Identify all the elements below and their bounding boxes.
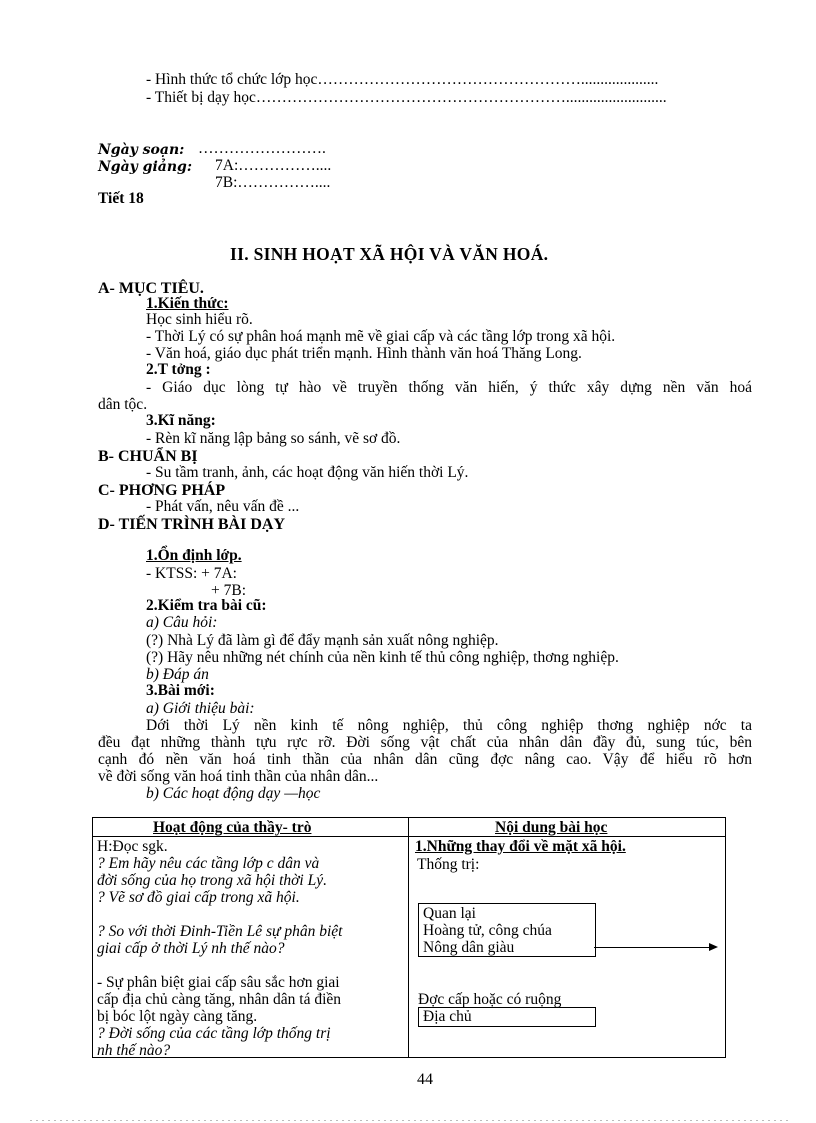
section-b-heading: B- CHUẨN BỊ — [98, 448, 198, 465]
bottom-divider — [30, 1120, 790, 1121]
left-line-7: - Sự phân biệt giai cấp sâu sắc hơn giai — [97, 974, 340, 991]
right-duoc-cap: Đợc cấp hoặc có ruộng — [418, 991, 562, 1008]
left-line-10: ? Đời sống của các tầng lớp thống trị — [97, 1025, 331, 1042]
tu-tuong-heading: 2.T tởng : — [146, 361, 211, 378]
section-a-heading: A- MỤC TIÊU. — [98, 280, 204, 297]
class-box-1-line-2: Hoàng tử, công chúa — [423, 922, 552, 939]
table-header-col1: Hoạt động của thầy- trò — [153, 819, 312, 836]
ki-nang-heading: 3.Kĩ năng: — [146, 412, 216, 429]
left-line-5: ? So với thời Đinh-Tiền Lê sự phân biệt — [97, 923, 343, 940]
page-title: II. SINH HOẠT XÃ HỘI VÀ VĂN HOÁ. — [230, 244, 549, 264]
cau-hoi-label: a) Câu hỏi: — [146, 614, 218, 631]
left-line-6: giai cấp ở thời Lý nh thế nào? — [97, 940, 285, 957]
class-box-1-line-1: Quan lại — [423, 905, 476, 922]
ki-nang-line-1: - Rèn kĩ năng lập bảng so sánh, vẽ sơ đồ. — [146, 430, 401, 447]
kiem-tra-heading: 2.Kiểm tra bài cũ: — [146, 597, 267, 614]
kien-thuc-line-2: - Thời Lý có sự phân hoá mạnh mẽ về giai cấp và các tầng lớp trong xã hội. — [146, 328, 616, 345]
kien-thuc-heading: 1.Kiến thức: — [146, 295, 229, 312]
left-line-9: bị bóc lột ngày càng tăng. — [97, 1008, 258, 1025]
arrow-line — [594, 947, 710, 948]
intro-paragraph-line-2: đều đạt những thành tựu rực rỡ. Đời sống vật chất của nhân dân đầy đủ, sung túc, bên — [98, 734, 752, 751]
section-c-line: - Phát vấn, nêu vấn đề ... — [146, 498, 300, 515]
class-box-2-line-1: Địa chủ — [423, 1008, 472, 1025]
top-line-2: - Thiết bị dạy học…………………………………………………….......................... — [146, 89, 667, 106]
gioi-thieu-label: a) Giới thiệu bài: — [146, 700, 255, 717]
right-section-heading: 1.Những thay đổi về mặt xã hội. — [415, 838, 626, 855]
left-line-11: nh thế nào? — [97, 1042, 171, 1059]
ktss-line-1: - KTSS: + 7A: — [146, 565, 237, 582]
left-line-2: ? Em hãy nêu các tầng lớp c dân và — [97, 855, 320, 872]
dap-an-label: b) Đáp án — [146, 666, 209, 683]
hoat-dong-label: b) Các hoạt động dạy —học — [146, 785, 321, 802]
left-line-4: ? Vẽ sơ đồ giai cấp trong xã hội. — [97, 889, 300, 906]
class-7b: 7B:…………….... — [215, 174, 331, 191]
right-thong-tri: Thống trị: — [417, 856, 480, 873]
ktss-line-2: + 7B: — [211, 582, 247, 599]
class-7a: 7A:…………….... — [215, 157, 332, 174]
intro-paragraph-line-3: cạnh đó nền văn hoá tinh thần của nhân dân cũng đợc nâng cao. Vậy để hiểu rõ hơn — [98, 751, 752, 768]
question-2: (?) Hãy nêu những nét chính của nền kinh tế thủ công nghiệp, thơng nghiệp. — [146, 649, 619, 666]
left-line-3: đời sống của họ trong xã hội thời Lý. — [97, 872, 327, 889]
table-header-col2: Nội dung bài học — [495, 819, 608, 836]
intro-paragraph-line-4: về đời sống văn hoá tinh thần của nhân dân... — [98, 768, 379, 785]
top-line-1: - Hình thức tổ chức lớp học…………………………………………….................... — [146, 71, 659, 88]
bai-moi-heading: 3.Bài mới: — [146, 682, 215, 699]
question-1: (?) Nhà Lý đã làm gì để đẩy mạnh sản xuất nông nghiệp. — [146, 632, 499, 649]
tu-tuong-line-1: - Giáo dục lòng tự hào về truyền thống văn hiến, ý thức xây dựng nền văn hoá — [146, 379, 752, 396]
section-d-heading: D- TIẾN TRÌNH BÀI DẠY — [98, 516, 285, 533]
ngay-giang-label: Ngày giảng: — [98, 159, 192, 175]
tu-tuong-line-2: dân tộc. — [98, 396, 148, 413]
section-c-heading: C- PHƠNG PHÁP — [98, 482, 226, 499]
intro-paragraph-line-1: Dới thời Lý nền kinh tế nông nghiệp, thủ công nghiệp thơng nghiệp nớc ta — [146, 717, 752, 734]
ngay-soan-value: ……………………. — [198, 140, 326, 157]
left-line-8: cấp địa chủ càng tăng, nhân dân tá điền — [97, 991, 342, 1008]
tiet-label: Tiết 18 — [98, 190, 144, 207]
kien-thuc-line-1: Học sinh hiểu rõ. — [146, 311, 253, 328]
kien-thuc-line-3: - Văn hoá, giáo dục phát triển mạnh. Hình thành văn hoá Thăng Long. — [146, 345, 582, 362]
arrow-head-icon — [709, 943, 718, 951]
left-line-1: H:Đọc sgk. — [97, 838, 168, 855]
section-b-line: - Su tầm tranh, ảnh, các hoạt động văn hiến thời Lý. — [146, 464, 469, 481]
page-number: 44 — [417, 1071, 433, 1088]
class-box-1-line-3: Nông dân giàu — [423, 939, 515, 956]
on-dinh-heading: 1.Ổn định lớp. — [146, 547, 242, 564]
ngay-soan-label: Ngày soạn: — [98, 142, 185, 158]
